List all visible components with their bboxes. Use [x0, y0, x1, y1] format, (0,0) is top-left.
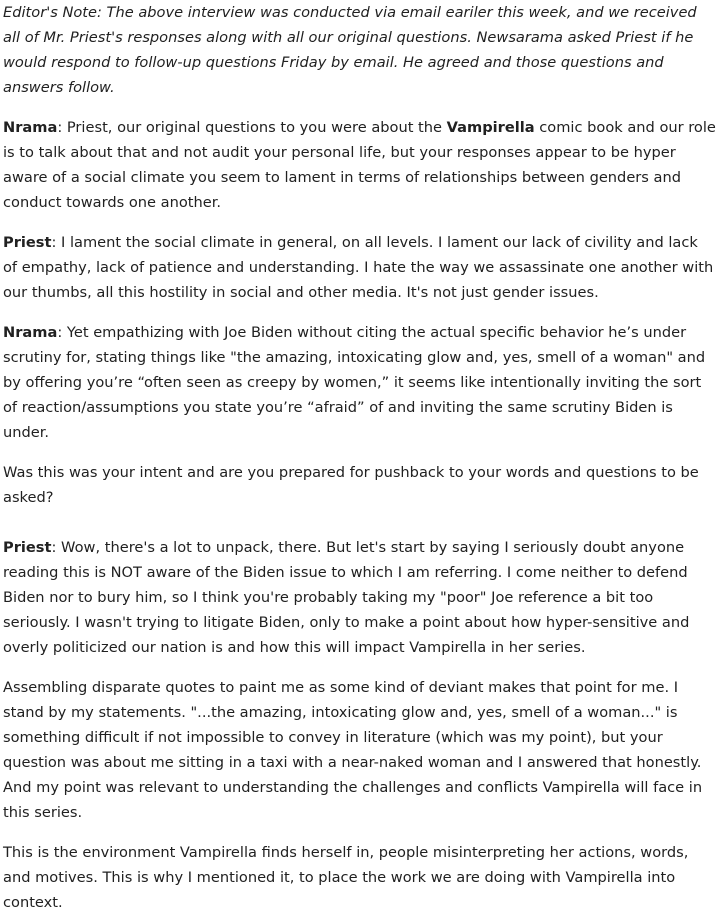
question-followup: Was this was your intent and are you prepared for pushback to your words and questions to be asked?: [3, 464, 699, 506]
answer-paragraph: This is the environment Vampirella finds herself in, people misinterpreting her actions, words, and motives. This is why I mentioned it, to place the work we are doing with Vampirella into context.: [3, 844, 689, 911]
speaker-label: Priest: [3, 539, 52, 556]
question-text: comic book and our role is to talk about that and not audit your personal life, but your responses appear to be hyper aware of a social climate you seem to lament in terms of relationships between genders and conduct towards one another.: [3, 119, 716, 211]
answer-paragraph: [3, 230, 716, 305]
spacer: [3, 525, 716, 535]
editor-note: Editor's Note: The above interview was conducted via email eariler this week, and we received all of Mr. Priest's responses along with all our original questions. Newsarama asked Priest if he would respond to follow-up questions Friday by email. He agreed and those questions and answers follow.: [3, 4, 697, 96]
answer-paragraph: [3, 535, 716, 660]
answer-paragraph: Assembling disparate quotes to paint me as some kind of deviant makes that point for me. I stand by my statements. "...the amazing, intoxicating glow and, yes, smell of a woman..." is something difficult if not impossible to convey in literature (which was my point), but your question was about me sitting in a taxi with a near-naked woman and I answered that honestly. And my point was relevant to understanding the challenges and conflicts Vampirella will face in this series.: [3, 679, 703, 821]
question-text: : Yet empathizing with Joe Biden without citing the actual specific behavior he’s under scrutiny for, stating things like "the amazing, intoxicating glow and, yes, smell of a woman" and by offering you’re “often seen as creepy by women,” it seems like intentionally inviting the sort of reaction/assumptions you state you’re “afraid” of and inviting the same scrutiny Biden is under.: [3, 324, 706, 441]
question-paragraph: [3, 320, 716, 445]
comic-title: Vampirella: [446, 119, 535, 136]
question-paragraph: [3, 115, 716, 215]
speaker-label: Nrama: [3, 324, 58, 341]
answer-text: : Wow, there's a lot to unpack, there. But let's start by saying I seriously doubt anyone reading this is NOT aware of the Biden issue to which I am referring. I come neither to defend Biden nor to bury him, so I think you're probably taking my "poor" Joe reference a bit too seriously. I wasn't trying to litigate Biden, only to make a point about how hyper-sensitive and overly politicized our nation is and how this will impact Vampirella in her series.: [3, 539, 690, 656]
question-text: : Priest, our original questions to you were about the: [57, 119, 447, 136]
speaker-label: Priest: [3, 234, 52, 251]
speaker-label: Nrama: [3, 119, 58, 136]
answer-text: : I lament the social climate in general, on all levels. I lament our lack of civility and lack of empathy, lack of patience and understanding. I hate the way we assassinate one another with our thumbs, all this hostility in social and other media. It's not just gender issues.: [3, 234, 714, 301]
